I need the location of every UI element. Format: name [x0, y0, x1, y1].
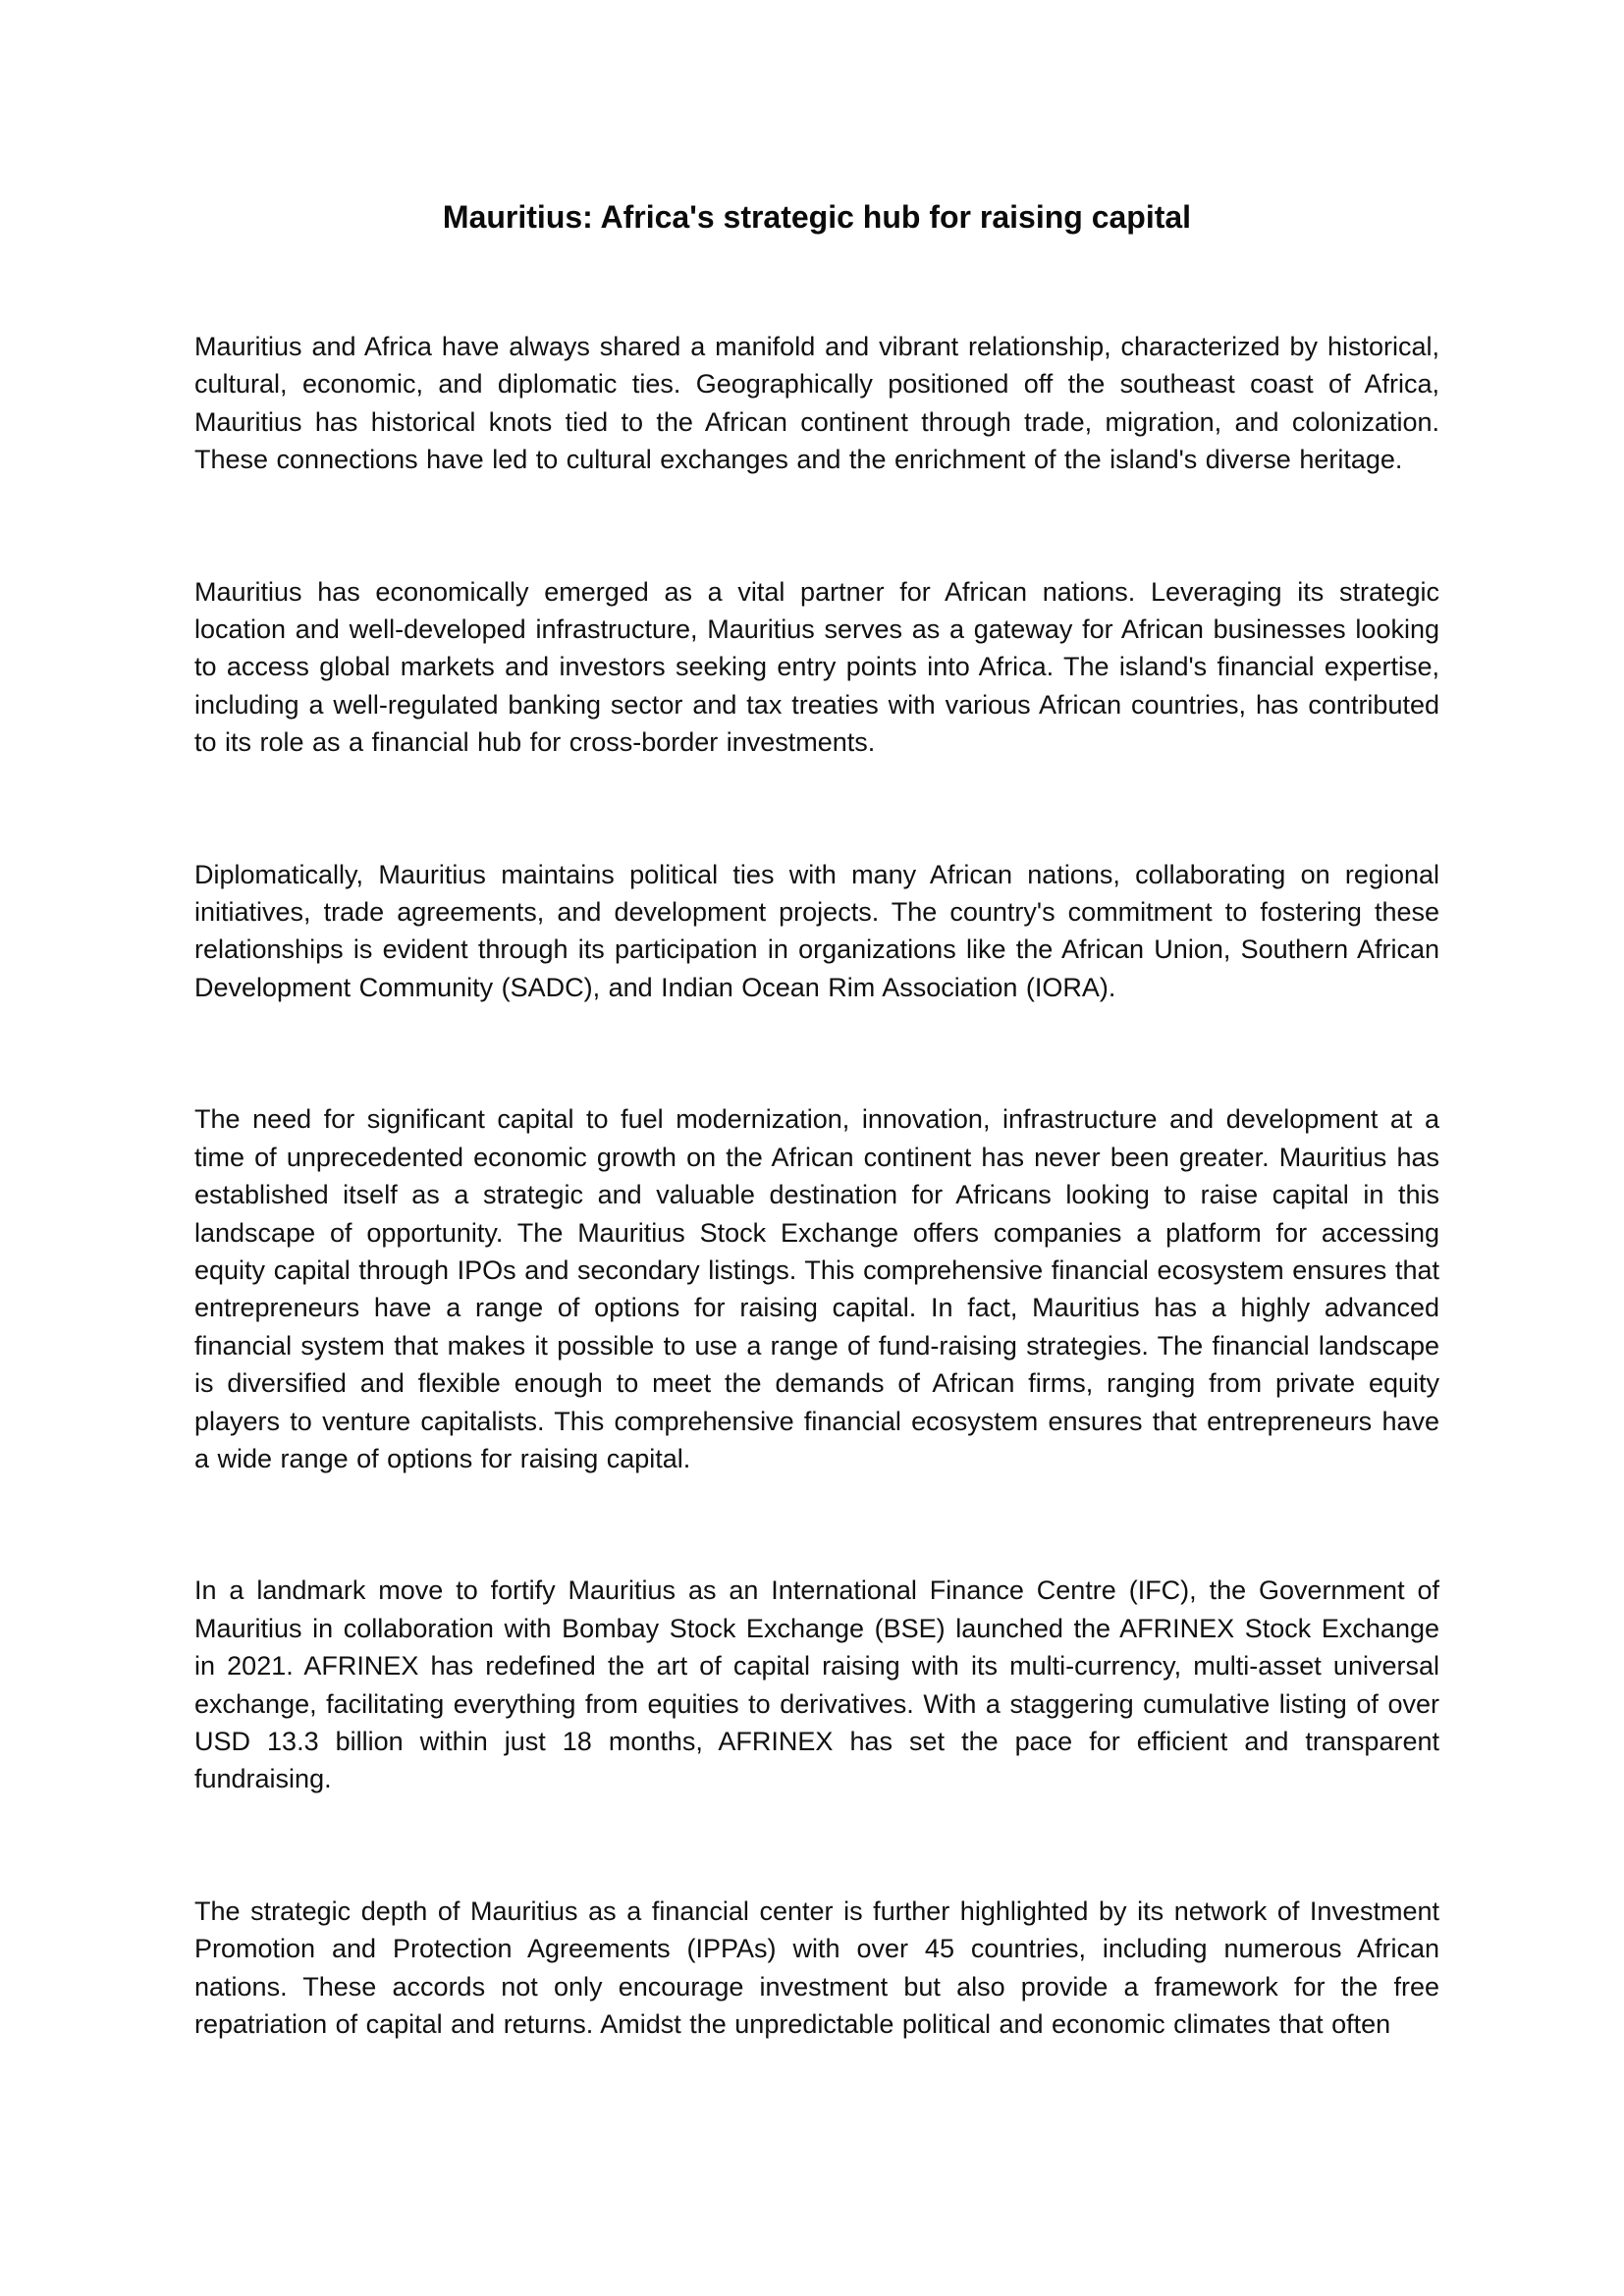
paragraph-3: Diplomatically, Mauritius maintains political ties with many African nations, collaborating on regional initiatives, trade agreements, and development projects. The country's commitment to fostering these relationships is evident through its participation in organizations like the African Union, Southern African Development Community (SADC), and Indian Ocean Rim Association (IORA).: [194, 859, 1439, 1002]
paragraph-1: Mauritius and Africa have always shared a manifold and vibrant relationship, characterized by historical, cultural, economic, and diplomatic ties. Geographically positioned off the southeast coast of Africa, Mauritius has historical knots tied to the African continent through trade, migration, and colonization. These connections have led to cultural exchanges and the enrichment of the island's diverse heritage.: [194, 332, 1439, 475]
paragraph-5: In a landmark move to fortify Mauritius as an International Finance Centre (IFC), the Government of Mauritius in collaboration with Bombay Stock Exchange (BSE) launched the AFRINEX Stock Exchange in 2021. AFRINEX has redefined the art of capital raising with its multi-currency, multi-asset universal exchange, facilitating everything from equities to derivatives. With a staggering cumulative listing of over USD 13.3 billion within just 18 months, AFRINEX has set the pace for efficient and transparent fundraising.: [194, 1575, 1439, 1794]
paragraph-6: The strategic depth of Mauritius as a financial center is further highlighted by its network of Investment Promotion and Protection Agreements (IPPAs) with over 45 countries, including numerous African nations. These accords not only encourage investment but also provide a framework for the free repatriation of capital and returns. Amidst the unpredictable political and economic climates that often: [194, 1896, 1439, 2039]
paragraph-4: The need for significant capital to fuel modernization, innovation, infrastructure and development at a time of unprecedented economic growth on the African continent has never been greater. Mauritius has established itself as a strategic and valuable destination for Africans looking to raise capital in this landscape of opportunity. The Mauritius Stock Exchange offers companies a platform for accessing equity capital through IPOs and secondary listings. This comprehensive financial ecosystem ensures that entrepreneurs have a range of options for raising capital. In fact, Mauritius has a highly advanced financial system that makes it possible to use a range of fund-raising strategies. The financial landscape is diversified and flexible enough to meet the demands of African firms, ranging from private equity players to venture capitalists. This comprehensive financial ecosystem ensures that entrepreneurs have a wide range of options for raising capital.: [194, 1104, 1439, 1473]
document-title: Mauritius: Africa's strategic hub for raising capital: [442, 199, 1192, 235]
paragraph-2: Mauritius has economically emerged as a vital partner for African nations. Leveraging its strategic location and well-developed infrastructure, Mauritius serves as a gateway for African businesses looking to access global markets and investors seeking entry points into Africa. The island's financial expertise, including a well-regulated banking sector and tax treaties with various African countries, has contributed to its role as a financial hub for cross-border investments.: [194, 576, 1439, 758]
